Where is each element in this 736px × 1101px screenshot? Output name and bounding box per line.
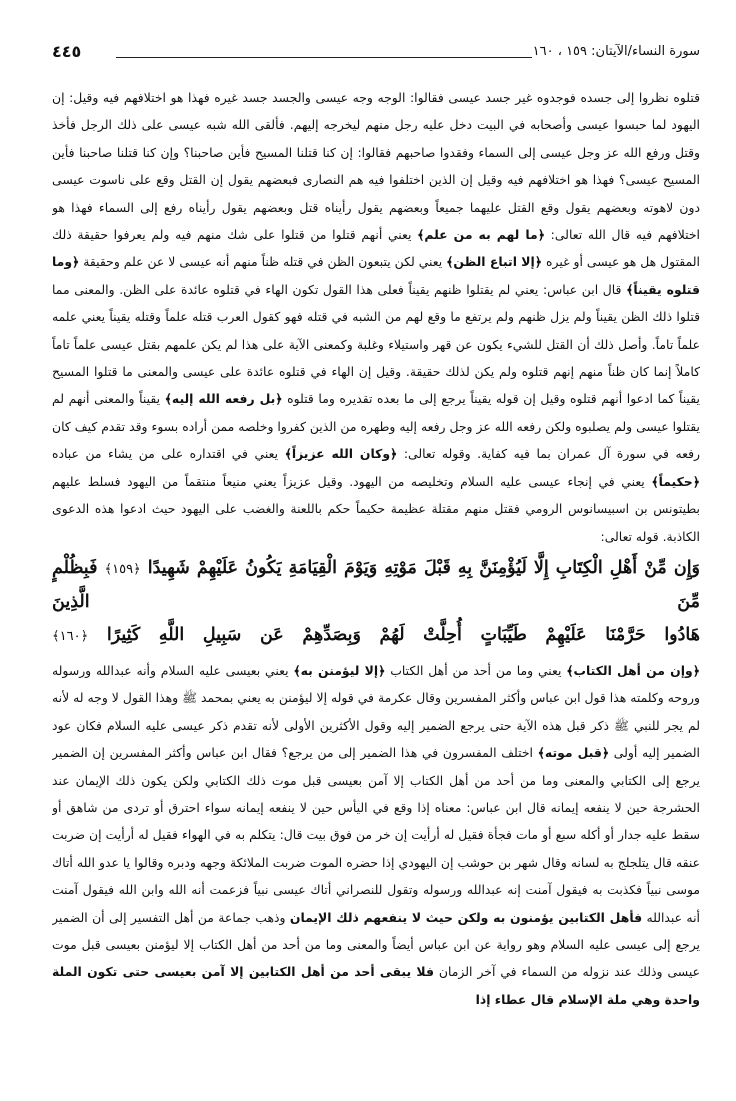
verse-line (52, 619, 700, 653)
verse-text: وَإِن مِّنْ أَهْلِ الْكِتَابِ إِلَّا لَيُؤْمِنَنَّ بِهِ قَبْلَ مَوْتِهِ وَيَوْمَ الْقِيَامَةِ يَكُونُ عَلَيْهِمْ شَهِيدًا (147, 557, 700, 578)
quoted-phrase: ﴿بل رفعه الله إليه﴾ (164, 391, 283, 407)
commentary-top (52, 84, 700, 550)
text-run: يعني لكن يتبعون الظن في قتله ظناً منهم أنه عيسى لا عن علم وحقيقة (83, 254, 443, 270)
text-run: يعني بعيسى عليه السلام وأنه عبدالله ورسوله وروحه وكلمته هذا قول ابن عباس وأكثر المفسرين وقال عكرمة في قوله إلا ليؤمنن به يعني بمحمد ﷺ وهذا القول لا وجه له لأنه لم يجر للنبي ﷺ ذكر قبل هذه الآية حتى يرجع الضمير إليه وقول الأكثرين الأولى لأنه تقدم ذكر عيسى عليه السلام فكان عود الضمير إليه أولى (52, 662, 700, 761)
text-run: وذهب جماعة من أهل التفسير إلى أن الضمير يرجع إلى عيسى عليه السلام وهو رواية عن ابن عباس أيضاً والمعنى وما من أحد من أهل الكتاب إلا ليؤمنن بعيسى قبل موت عيسى وذلك عند نزوله من السماء في آخر الزمان (52, 909, 700, 980)
text-run: قتلوه نظروا إلى جسده فوجدوه غير جسد عيسى فقالوا: الوجه وجه عيسى والجسد جسد غيره فهذا هو اختلافهم فيه وقيل: إن اليهود لما حبسوا عيسى وأصحابه في البيت دخل عليه رجل منهم ليخرجه إليهم. فألقى الله شبه عيسى على ذلك الرجل فأخذ وقتل ورفع الله عز وجل عيسى إلى السماء وفقدوا صاحبهم فقالوا: إن كنا قتلنا المسيح فأين صاحبنا؟ وإن كنا قتلنا صاحبنا فأين المسيح عيسى؟ فهذا هو اختلافهم فيه وقيل إن الذين اختلفوا فيه هم النصارى فبعضهم يقول إن القتل وقع على ناسوت عيسى دون لاهوته وبعضهم يقول وقع القتل عليهما جميعاً وبعضهم يقول رأيناه قتل وبعضهم يقول رأيناه رفع إلى السماء فهذا هو اختلافهم فيه قال الله تعالى: (52, 90, 700, 243)
commentary-bottom (52, 657, 700, 1013)
quoted-phrase: فأهل الكتابين يؤمنون به ولكن حيث لا ينفعهم ذلك الإيمان (289, 909, 643, 925)
text-run: يعني في إنجاء عيسى عليه السلام وتخليصه من اليهود. وقيل عزيزاً يعني منيعاً منتقماً من اليهود فسلط عليهم بطيتونس بن اسبيسانوس الرومي فقتل منهم مقتلة عظيمة حكيماً حكم باللعنة والغضب على اليهود حيث ادعوا هذه الدعوى الكاذبة. قوله تعالى: (52, 473, 700, 544)
running-title: سورة النساء/الآيتان: ١٥٩ ، ١٦٠ (525, 44, 700, 59)
page-number: ٤٤٥ (52, 42, 82, 61)
text-run: يقيناً والمعنى أنهم لم يقتلوا عيسى ولم يصلبوه ولكن رفعه الله عز وجل رفعه إليه وطهره من الذين كفروا وخلصه ممن أراده بسوء وقد تقدم كيف كان رفعه في سورة آل عمران بما فيه كفاية. وقوله تعالى: (52, 391, 700, 462)
page-header (52, 40, 700, 70)
ayah-number-mark: ﴿١٥٩﴾ (104, 561, 141, 577)
page (52, 40, 700, 1080)
paragraph (52, 657, 700, 1013)
verse-text: فَبِظُلْمٍ مِّنَ الَّذِينَ (52, 557, 700, 612)
text-run: قال ابن عباس: يعني لم يقتلوا ظنهم يقيناً فعلى هذا القول تكون الهاء في قتلوه عائدة على الظن. والمعنى مما قتلوا ذلك الظن يقيناً ولم يزل ظنهم ولم يرتفع ما وقع لهم من الشبه في قتله فهو كقول العرب قتله علماً وقتله يقيناً يعني علمه علماً تاماً. وأصل ذلك أن القتل للشيء يكون عن قهر واستيلاء وغلبة وكمعنى الآية على هذا لم يكن علمهم بقتل عيسى علماً تاماً كاملاً إنما كان ظناً منهم إنهم قتلوه ولم يكن لذلك حقيقة. وقيل إن الهاء في قتلوه عائدة على عيسى والمعنى ما قتلوا المسيح يقيناً كما ادعوا أنهم قتلوه وقيل إن قوله يقيناً يرجع إلى ما بعده تقديره وما قتلوه (52, 281, 700, 407)
verse-text: هَادُوا حَرَّمْنَا عَلَيْهِمْ طَيِّبَاتٍ أُحِلَّتْ لَهُمْ وَبِصَدِّهِمْ عَن سَبِيلِ اللَّهِ كَثِيرًا (106, 624, 700, 645)
quoted-phrase: ﴿وما قتلوه يقيناً﴾ (52, 254, 700, 297)
header-rule (116, 57, 532, 58)
quoted-phrase: ﴿قبل موته﴾ (537, 745, 610, 761)
paragraph (52, 84, 700, 550)
quoted-phrase: فلا يبقى أحد من أهل الكتابين إلا آمن بعيسى حتى تكون الملة واحدة وهي ملة الإسلام قال عطاء إذا (52, 964, 700, 1007)
quran-verse-block (52, 552, 700, 653)
text-run: يعني في اقتداره على من يشاء من عباده (52, 446, 279, 462)
text-run: يعني أنهم قتلوا من قتلوا على شك منهم فيه ولم يعرفوا حقيقة ذلك المقتول هل هو عيسى أو غيره (52, 227, 700, 270)
quoted-phrase: ﴿وكان الله عزيزاً﴾ (284, 446, 398, 462)
text-run: اختلف المفسرون في هذا الضمير إلى من يرجع؟ فقال ابن عباس وأكثر المفسرين إن الضمير يرجع إلى الكتابي والمعنى وما من أحد من أهل الكتاب إلا آمن بعيسى قبل موت ذلك الكتابي ولكن يكون ذلك الإيمان عند الحشرجة حين لا ينفعه إيمانه قال ابن عباس: معناه إذا وقع في اليأس حين لا ينفعه إيمانه سواء احترق أو تردى من شاهق أو سقط عليه جدار أو أكله سبع أو مات فجأة فقيل له أرأيت إن خر من فوق بيت قال: يتكلم به في الهواء فقيل له أرأيت إن ضربت عنقه قال يتلجلج به لسانه وقال شهر بن حوشب إن اليهودي إذا حضره الموت ضربت الملائكة وجهه ودبره وقالوا يا عدو الله أتاك موسى نبياً فكذبت به فيقول آمنت إنه عبدالله ورسوله وتقول للنصراني أتاك عيسى نبياً فزعمت أنه الله وابن الله فيقول آمنت أنه عبدالله (52, 745, 700, 925)
quoted-phrase: ﴿إلا ليؤمنن به﴾ (293, 662, 386, 678)
quoted-phrase: ﴿ما لهم به من علم﴾ (417, 227, 545, 243)
quoted-phrase: ﴿حكيماً﴾ (651, 473, 700, 489)
quoted-phrase: ﴿إلا اتباع الظن﴾ (446, 254, 543, 270)
quoted-phrase: ﴿وإن من أهل الكتاب﴾ (566, 662, 700, 678)
text-run: يعني وما من أحد من أهل الكتاب (390, 662, 562, 678)
verse-line (52, 552, 700, 619)
ayah-number-mark: ﴿١٦٠﴾ (52, 628, 89, 644)
